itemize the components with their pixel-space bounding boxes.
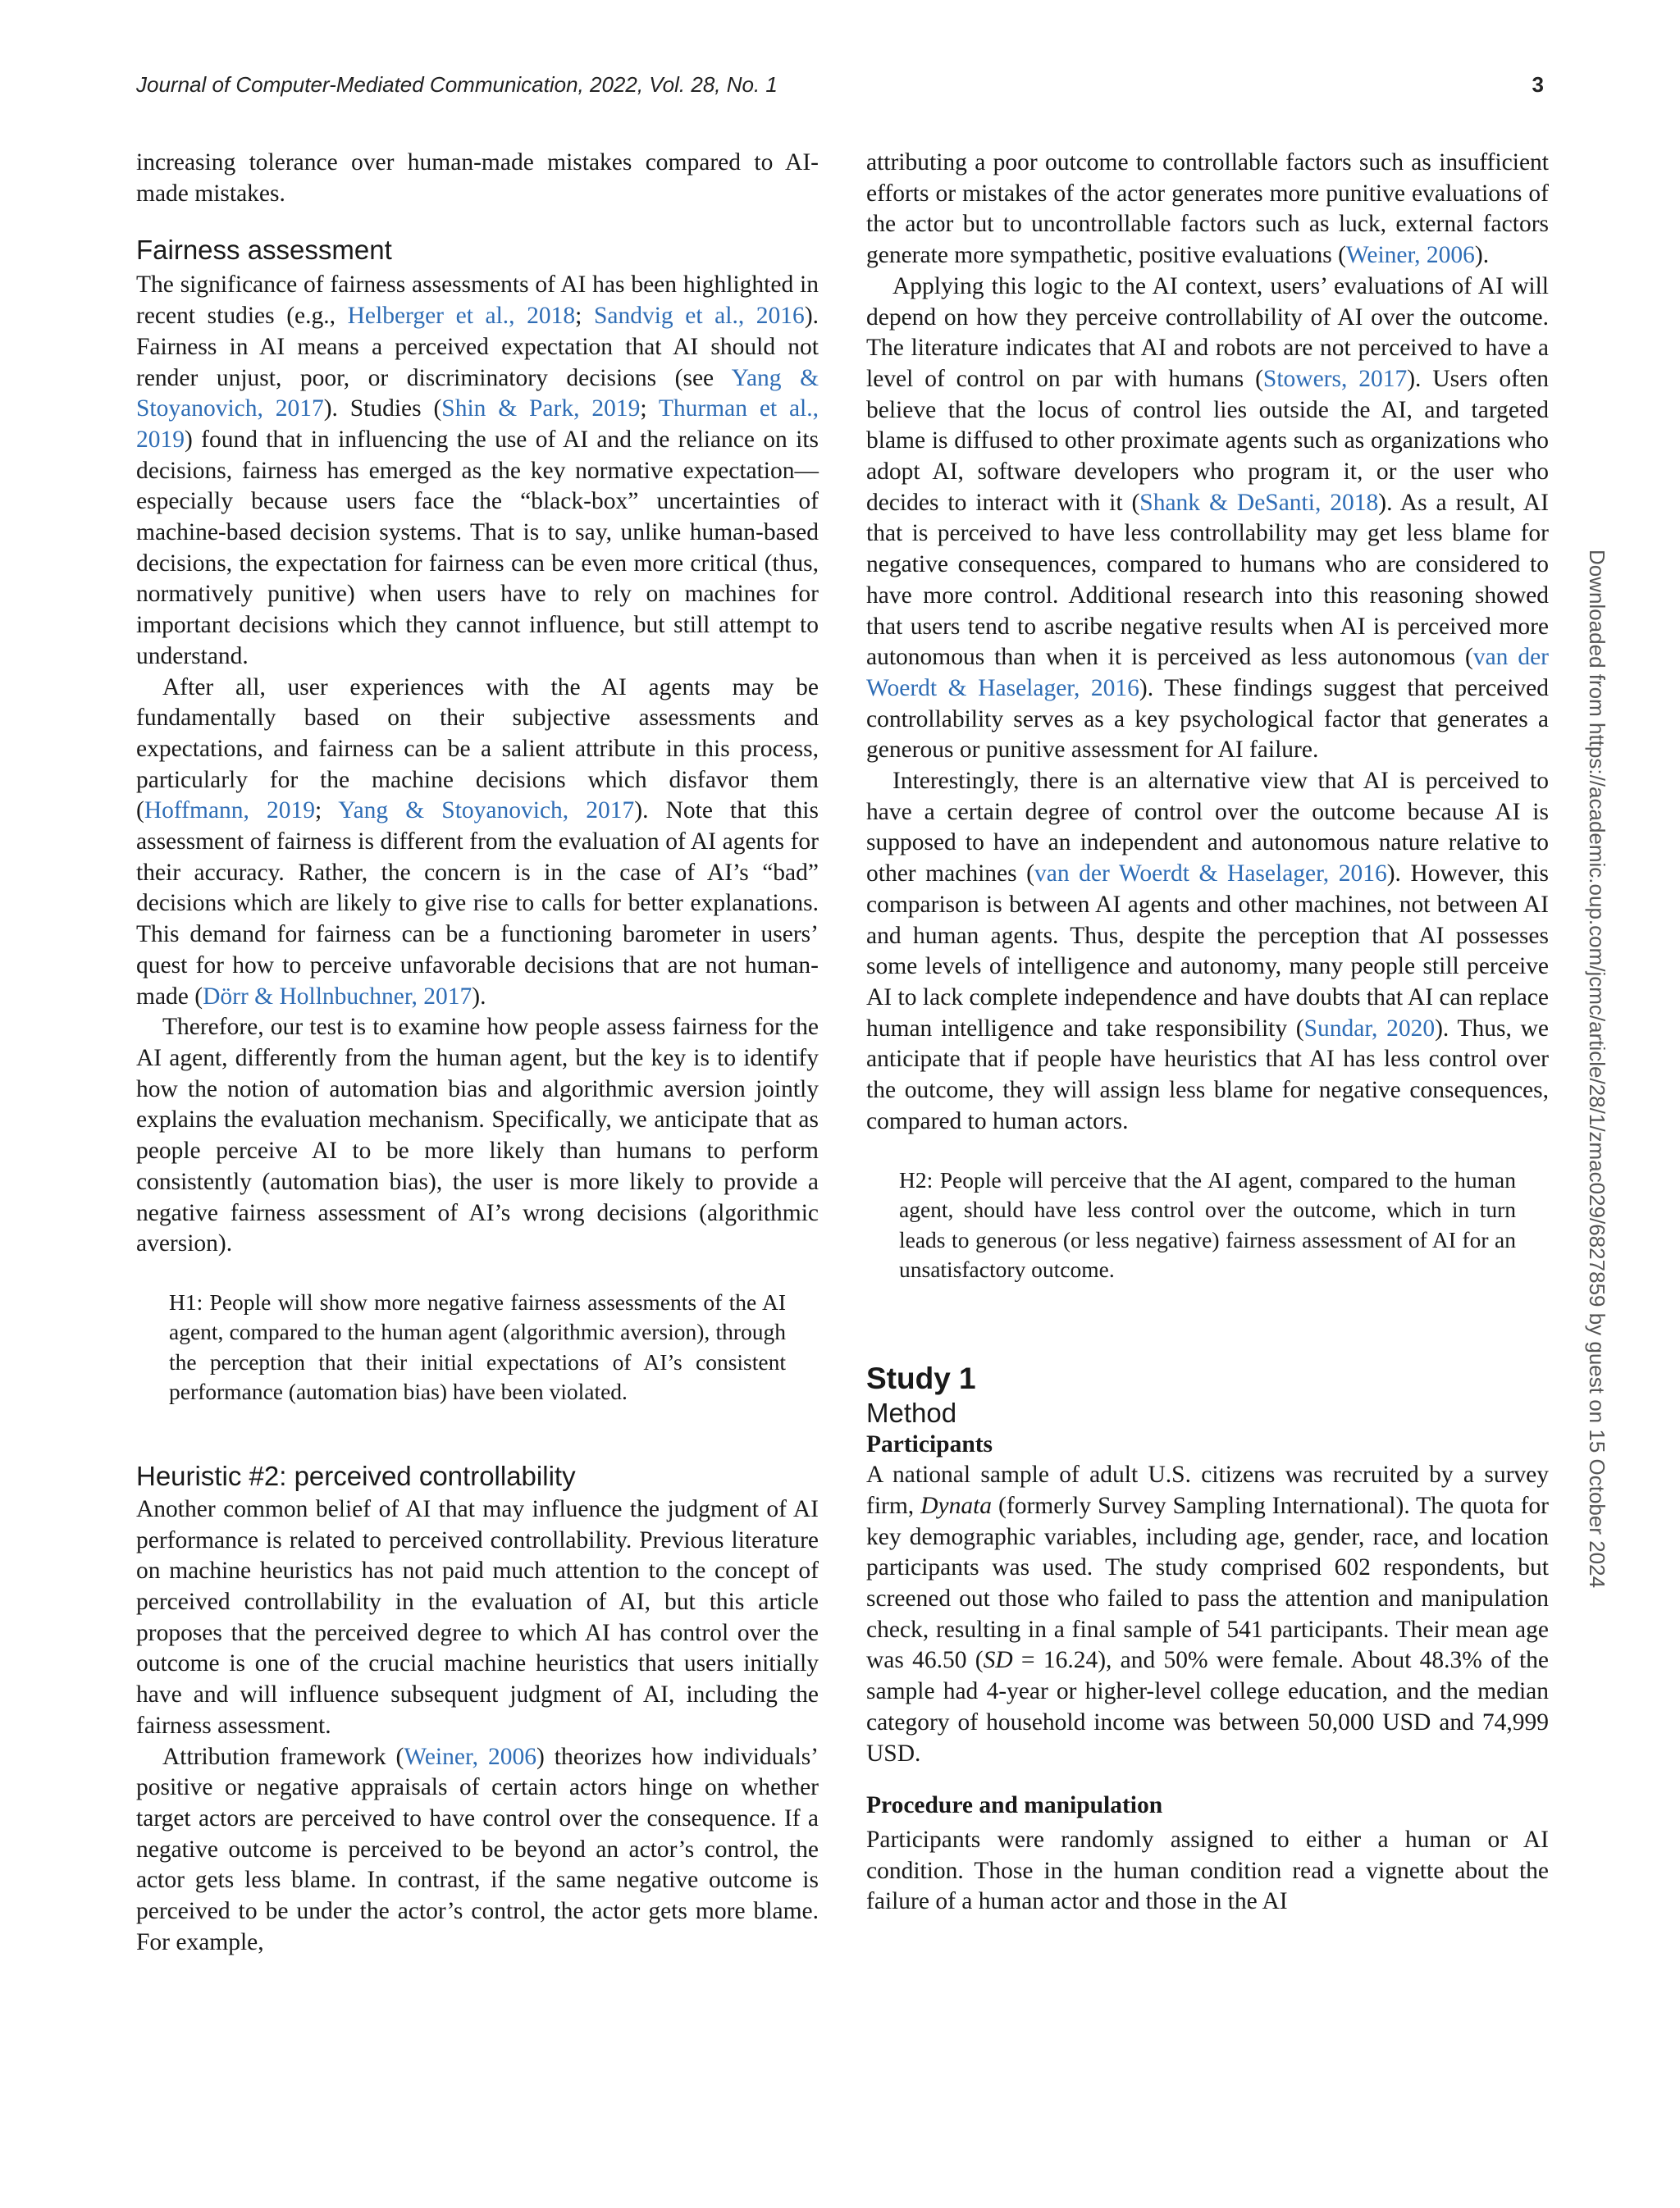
hypothesis-h2: H2: People will perceive that the AI agent, compared to the human agent, should have less control over the outcome, which in turn leads to generous (or less negative) fairness assessment of AI for an unsatisfactory outcome. [899,1166,1516,1282]
participants-heading: Participants [866,1430,993,1458]
citation-link[interactable]: Shin & Park, 2019 [441,395,641,422]
paragraph: Applying this logic to the AI context, users’ evaluations of AI will depend on how they perceive controllability of AI over the outcome. The literature indicates that AI and robots are not perceived to have a level of control on par with humans (Stowers, 2017). Users often believe that the locus of control lies outside the AI, and targeted blame is diffused to other proximate agents such as organizations who adopt AI, software developers who program it, or the user who decides to interact with it (Shank & DeSanti, 2018). As a result, AI that is perceived to have less controllability may get less blame for negative consequences, compared to humans who are considered to have more control. Additional research into this reasoning showed that users tend to ascribe negative results when AI is perceived more autonomous than when it is perceived as less autonomous (van der Woerdt & Haselager, 2016). These findings suggest that perceived controllability serves as a key psychological factor that generates a generous or punitive assessment for AI failure. [866,272,1550,764]
citation-link[interactable]: Helberger et al., 2018 [347,303,576,330]
journal-citation: Journal of Computer-Mediated Communication, 2022, Vol. 28, No. 1 [136,72,778,97]
paragraph: Another common belief of AI that may influence the judgment of AI performance is related to perceived controllability. Previous literature on machine heuristics has not paid much attention to the concept of perceived controllability in the evaluation of AI, but this article proposes that the perceived degree to which AI has control over the outcome is one of the crucial machine heuristics that users initially have and will influence subsequent judgment of AI, including the fairness assessment. [136,1495,819,1739]
paragraph: increasing tolerance over human-made mistakes compared to AI-made mistakes. [136,149,819,207]
page-number: 3 [1532,72,1544,97]
citation-link[interactable]: Yang & Stoyanovich, 2017 [136,364,819,422]
running-head [136,72,1544,105]
section-heading-controllability: Heuristic #2: perceived controllability [136,1460,576,1491]
citation-link[interactable]: Thurman et al., 2019 [136,395,819,453]
paragraph: Interestingly, there is an alternative view that AI is perceived to have a certain degree of control over the outcome because AI is supposed to have an independent and autonomous nature relative to other machines (van der Woerdt & Haselager, 2016). However, this comparison is between AI agents and other machines, not between AI and human agents. Thus, despite the perception that AI possesses some levels of intelligence and autonomy, many people still perceive AI to lack complete independence and have doubts that AI can replace human intelligence and take responsibility (Sundar, 2020). Thus, we anticipate that if people have heuristics that AI has less control over the outcome, they will assign less blame for negative consequences, compared to human actors. [866,768,1550,1134]
citation-link[interactable]: Yang & Stoyanovich, 2017 [338,797,635,824]
procedure-heading: Procedure and manipulation [866,1792,1163,1819]
paragraph: A national sample of adult U.S. citizens was recruited by a survey firm, Dynata (formerly Survey Sampling International). The quota for key demographic variables, including age, gender, race, and location participants was used. The study comprised 602 respondents, but screened out those who failed to pass the attention and manipulation check, resulting in a final sample of 541 participants. Their mean age was 46.50 (SD = 16.24), and 50% were female. About 48.3% of the sample had 4-year or higher-level college education, and the median category of household income was between 50,000 USD and 74,999 USD. [866,1462,1550,1767]
study-heading: Study 1 [866,1361,976,1395]
method-heading: Method [866,1397,957,1428]
paragraph: Participants were randomly assigned to either a human or AI condition. Those in the human condition read a vignette about the failure of a human actor and those in the AI [866,1826,1549,1915]
paragraph: After all, user experiences with the AI agents may be fundamentally based on their subjective assessments and expectations, and fairness can be a salient attribute in this process, particularly for the machine decisions which disfavor them (Hoffmann, 2019; Yang & Stoyanovich, 2017). Note that this assessment of fairness is different from the evaluation of AI agents for their accuracy. Rather, the concern is in the case of AI’s “bad” decisions which are likely to give rise to calls for better explanations. This demand for fairness can be a functioning barometer in users’ quest for how to perceive unfavorable decisions that are not human-made (Dörr & Hollnbuchner, 2017). [136,673,819,1010]
citation-link[interactable]: Hoffmann, 2019 [144,797,316,824]
paragraph: The significance of fairness assessments of AI has been highlighted in recent studies (e.g., Helberger et al., 2018; Sandvig et al., 2016). Fairness in AI means a perceived expectation that AI should not render unjust, poor, or discriminatory decisions (see Yang & Stoyanovich, 2017). Studies (Shin & Park, 2019; Thurman et al., 2019) found that in influencing the use of AI and the reliance on its decisions, fairness has emerged as the key normative expectation—especially because users face the “black-box” uncertainties of machine-based decision systems. That is to say, unlike human-based decisions, the expectation for fairness can be even more critical (thus, normatively punitive) when users have to rely on machines for important decisions which they cannot influence, but still attempt to understand. [136,271,819,669]
citation-link[interactable]: van der Woerdt & Haselager, 2016 [1034,860,1387,887]
download-notice: Downloaded from https://academic.oup.com/jcmc/article/28/1/zmac029/6827859 by guest on 15 October 2024 [1585,550,1609,1589]
citation-link[interactable]: Shank & DeSanti, 2018 [1139,489,1379,516]
citation-link[interactable]: Sundar, 2020 [1303,1015,1436,1042]
paragraph: Therefore, our test is to examine how people assess fairness for the AI agent, differently from the human agent, but the key is to identify how the notion of automation bias and algorithmic aversion jointly explains the evaluation mechanism. Specifically, we anticipate that as people perceive AI to be more likely than humans to perform consistently (automation bias), the user is more likely to provide a negative fairness assessment of AI’s wrong decisions (algorithmic aversion). [136,1014,819,1257]
hypothesis-h1: H1: People will show more negative fairness assessments of the AI agent, compared to the human agent (algorithmic aversion), through the perception that their initial expectations of AI’s consistent performance (automation bias) have been violated. [169,1289,786,1405]
right-column [866,148,1549,1918]
left-column [136,148,819,1958]
section-heading-fairness: Fairness assessment [136,235,392,266]
citation-link[interactable]: Stowers, 2017 [1262,365,1408,392]
citation-link[interactable]: van der Woerdt & Haselager, 2016 [866,644,1549,701]
paragraph: Attribution framework (Weiner, 2006) theorizes how individuals’ positive or negative appraisals of certain actors hinge on whether target actors are perceived to have control over the consequence. If a negative outcome is perceived to be beyond an actor’s control, the actor gets less blame. In contrast, if the same negative outcome is perceived to be under the actor’s control, the actor gets more blame. For example, [136,1743,819,1955]
citation-link[interactable]: Weiner, 2006 [1345,242,1475,269]
citation-link[interactable]: Dörr & Hollnbuchner, 2017 [203,983,472,1010]
citation-link[interactable]: Weiner, 2006 [404,1743,536,1770]
paragraph: attributing a poor outcome to controllable factors such as insufficient efforts or mistakes of the actor generates more punitive evaluations of the actor but to uncontrollable factors such as luck, external factors generate more sympathetic, positive evaluations (Weiner, 2006). [866,149,1549,269]
citation-link[interactable]: Sandvig et al., 2016 [593,303,805,330]
